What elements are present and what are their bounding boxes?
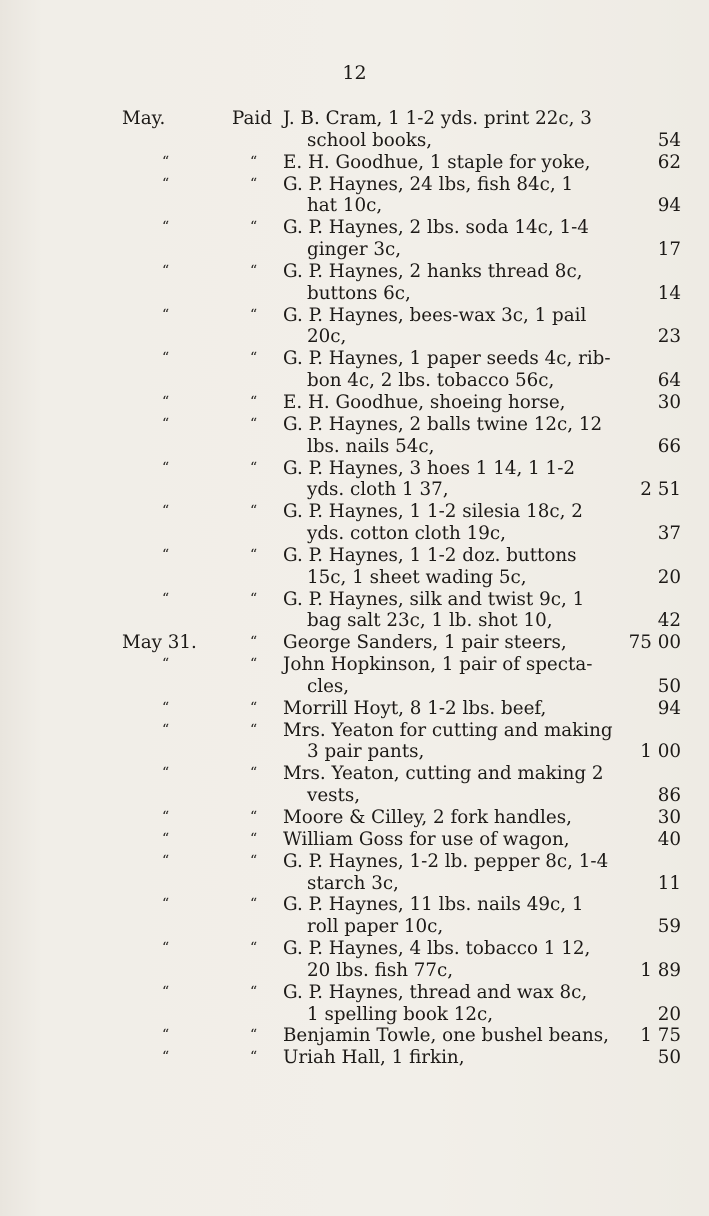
ledger-entry — [0, 174, 709, 218]
entry-line — [0, 501, 709, 523]
entry-line — [0, 239, 709, 261]
entry-amount: 86 — [657, 785, 681, 807]
entry-line — [0, 1047, 709, 1069]
entry-line — [0, 873, 709, 895]
entry-description: William Goss for use of wagon, — [283, 828, 570, 850]
entry-prefix: “ — [250, 852, 258, 869]
entry-description-continued: starch 3c, — [307, 872, 399, 894]
entry-description-continued: 20 lbs. fish 77c, — [307, 959, 454, 981]
entry-line — [0, 305, 709, 327]
entry-prefix: “ — [250, 153, 258, 170]
entry-date: “ — [162, 590, 170, 607]
entry-date: “ — [162, 459, 170, 476]
ledger-entry — [0, 894, 709, 938]
entry-line — [0, 807, 709, 829]
entry-date: “ — [162, 415, 170, 432]
entry-description: Moore & Cilley, 2 fork handles, — [283, 807, 572, 828]
entry-line — [0, 217, 709, 239]
entry-description-continued: yds. cloth 1 37, — [307, 479, 449, 501]
entry-prefix: “ — [250, 809, 258, 825]
entry-description: Mrs. Yeaton for cutting and making — [283, 719, 613, 741]
entry-amount: 59 — [657, 916, 681, 938]
entry-description-continued: bag salt 23c, 1 lb. shot 10, — [307, 610, 553, 632]
ledger-entry — [0, 632, 709, 654]
entry-description-continued: 3 pair pants, — [307, 741, 425, 763]
entry-line — [0, 698, 709, 720]
entry-line — [0, 326, 709, 348]
entry-amount: 37 — [657, 523, 681, 545]
entry-date: “ — [162, 153, 170, 170]
entry-description: Morrill Hoyt, 8 1-2 lbs. beef, — [283, 697, 547, 719]
ledger-entry — [0, 261, 709, 305]
entry-description-continued: 15c, 1 sheet wading 5c, — [307, 566, 527, 588]
entry-amount: 64 — [657, 370, 681, 392]
entry-line — [0, 720, 709, 742]
entry-description-continued: vests, — [307, 785, 361, 807]
entry-description: G. P. Haynes, silk and twist 9c, 1 — [283, 588, 585, 610]
entry-line — [0, 1025, 709, 1047]
entry-amount: 42 — [657, 610, 681, 632]
entry-line — [0, 567, 709, 589]
entry-date: “ — [162, 350, 170, 367]
entry-date: “ — [162, 983, 170, 1000]
entry-amount: 20 — [657, 566, 681, 588]
entry-amount: 23 — [657, 326, 681, 348]
entry-amount: 94 — [657, 697, 681, 719]
entry-date: “ — [162, 175, 170, 192]
ledger-entry — [0, 348, 709, 392]
entry-date: “ — [162, 699, 170, 716]
entry-description: G. P. Haynes, 1 1-2 silesia 18c, 2 — [283, 501, 583, 523]
entry-line — [0, 261, 709, 283]
entry-amount: 50 — [657, 1047, 681, 1069]
entry-description-continued: hat 10c, — [307, 195, 383, 217]
entry-prefix: “ — [250, 699, 258, 716]
entry-line — [0, 938, 709, 960]
entry-date: “ — [162, 262, 170, 279]
entry-line — [0, 741, 709, 763]
entry-description: G. P. Haynes, 4 lbs. tobacco 1 12, — [283, 938, 591, 960]
entry-amount: 66 — [657, 435, 681, 457]
entry-description: G. P. Haynes, 1-2 lb. pepper 8c, 1-4 — [283, 850, 609, 872]
entry-description: Mrs. Yeaton, cutting and making 2 — [283, 763, 604, 785]
entry-line — [0, 610, 709, 632]
entry-line — [0, 195, 709, 217]
entry-description: G. P. Haynes, 24 lbs, fish 84c, 1 — [283, 173, 574, 195]
page-number: 12 — [342, 62, 367, 84]
entry-line — [0, 458, 709, 480]
entry-description-continued: roll paper 10c, — [307, 916, 444, 938]
entry-amount: 54 — [657, 129, 681, 151]
entry-line — [0, 676, 709, 698]
entry-line — [0, 894, 709, 916]
entry-date: “ — [162, 809, 170, 825]
entry-prefix: “ — [250, 896, 258, 913]
entry-description: E. H. Goodhue, shoeing horse, — [283, 391, 566, 413]
entry-amount: 50 — [657, 675, 681, 697]
entry-amount: 2 51 — [640, 479, 681, 501]
entry-date: May. — [122, 108, 166, 129]
entry-amount: 30 — [657, 807, 681, 828]
entry-date: “ — [162, 830, 170, 847]
entry-prefix: “ — [250, 175, 258, 192]
ledger-entry — [0, 654, 709, 698]
entry-prefix: “ — [250, 634, 258, 651]
entry-amount: 17 — [657, 239, 681, 261]
entry-prefix: “ — [250, 1049, 258, 1066]
entry-date: May 31. — [122, 632, 197, 654]
entry-amount: 1 75 — [640, 1025, 681, 1047]
ledger-entries — [0, 108, 709, 1069]
entry-prefix: “ — [250, 590, 258, 607]
entry-line — [0, 785, 709, 807]
entry-prefix: “ — [250, 393, 258, 410]
entry-prefix: “ — [250, 219, 258, 236]
entry-line — [0, 960, 709, 982]
entry-date: “ — [162, 1049, 170, 1066]
entry-prefix: “ — [250, 459, 258, 476]
entry-prefix: “ — [250, 415, 258, 432]
ledger-entry — [0, 414, 709, 458]
entry-line — [0, 414, 709, 436]
ledger-entry — [0, 807, 709, 829]
entry-prefix: “ — [250, 830, 258, 847]
entry-prefix: “ — [250, 656, 258, 673]
entry-line — [0, 283, 709, 305]
entry-prefix: “ — [250, 262, 258, 279]
entry-description-continued: lbs. nails 54c, — [307, 435, 435, 457]
entry-amount: 40 — [657, 828, 681, 850]
entry-date: “ — [162, 721, 170, 738]
entry-description: Benjamin Towle, one bushel beans, — [283, 1025, 609, 1047]
entry-line — [0, 174, 709, 196]
entry-description-continued: cles, — [307, 675, 350, 697]
entry-line — [0, 392, 709, 414]
entry-date: “ — [162, 656, 170, 673]
entry-date: “ — [162, 765, 170, 782]
entry-line — [0, 130, 709, 152]
ledger-entry — [0, 698, 709, 720]
entry-prefix: “ — [250, 1027, 258, 1044]
entry-description: G. P. Haynes, 2 hanks thread 8c, — [283, 260, 583, 282]
entry-prefix: Paid — [232, 108, 272, 129]
entry-description-continued: buttons 6c, — [307, 282, 411, 304]
entry-prefix: “ — [250, 983, 258, 1000]
entry-line — [0, 851, 709, 873]
entry-description: John Hopkinson, 1 pair of specta- — [283, 654, 593, 676]
entry-amount: 62 — [657, 151, 681, 173]
ledger-entry — [0, 1047, 709, 1069]
entry-line — [0, 348, 709, 370]
entry-line — [0, 589, 709, 611]
ledger-entry — [0, 1025, 709, 1047]
entry-date: “ — [162, 393, 170, 410]
entry-line — [0, 1004, 709, 1026]
entry-prefix: “ — [250, 721, 258, 738]
ledger-entry — [0, 763, 709, 807]
entry-prefix: “ — [250, 765, 258, 782]
entry-line — [0, 523, 709, 545]
entry-line — [0, 436, 709, 458]
entry-date: “ — [162, 852, 170, 869]
ledger-entry — [0, 938, 709, 982]
ledger-entry — [0, 152, 709, 174]
entry-description: G. P. Haynes, 2 balls twine 12c, 12 — [283, 413, 603, 435]
entry-description: G. P. Haynes, thread and wax 8c, — [283, 981, 588, 1003]
entry-line — [0, 108, 709, 130]
entry-amount: 30 — [657, 391, 681, 413]
entry-date: “ — [162, 940, 170, 957]
entry-description-continued: ginger 3c, — [307, 239, 402, 261]
ledger-entry — [0, 589, 709, 633]
entry-amount: 1 00 — [640, 741, 681, 763]
entry-description: Uriah Hall, 1 firkin, — [283, 1047, 465, 1069]
entry-date: “ — [162, 546, 170, 563]
entry-description: George Sanders, 1 pair steers, — [283, 632, 567, 654]
ledger-entry — [0, 108, 709, 152]
ledger-entry — [0, 458, 709, 502]
entry-description-continued: 20c, — [307, 326, 347, 348]
ledger-entry — [0, 829, 709, 851]
entry-description: G. P. Haynes, bees-wax 3c, 1 pail — [283, 304, 587, 326]
entry-prefix: “ — [250, 546, 258, 563]
entry-line — [0, 654, 709, 676]
entry-line — [0, 632, 709, 654]
entry-description-continued: 1 spelling book 12c, — [307, 1003, 494, 1025]
ledger-entry — [0, 392, 709, 414]
ledger-entry — [0, 545, 709, 589]
entry-description-continued: yds. cotton cloth 19c, — [307, 523, 506, 545]
ledger-entry — [0, 982, 709, 1026]
entry-description-continued: bon 4c, 2 lbs. tobacco 56c, — [307, 370, 555, 392]
entry-line — [0, 763, 709, 785]
entry-description: G. P. Haynes, 11 lbs. nails 49c, 1 — [283, 894, 584, 916]
entry-prefix: “ — [250, 940, 258, 957]
entry-line — [0, 479, 709, 501]
ledger-entry — [0, 217, 709, 261]
entry-description: G. P. Haynes, 1 1-2 doz. buttons — [283, 544, 577, 566]
entry-date: “ — [162, 896, 170, 913]
entry-description: G. P. Haynes, 1 paper seeds 4c, rib- — [283, 348, 611, 370]
entry-description: G. P. Haynes, 2 lbs. soda 14c, 1-4 — [283, 217, 589, 239]
entry-description-continued: school books, — [307, 129, 433, 151]
entry-amount: 14 — [657, 282, 681, 304]
entry-date: “ — [162, 219, 170, 236]
ledger-entry — [0, 851, 709, 895]
entry-date: “ — [162, 306, 170, 323]
entry-line — [0, 916, 709, 938]
entry-prefix: “ — [250, 350, 258, 367]
entry-amount: 1 89 — [640, 959, 681, 981]
entry-prefix: “ — [250, 306, 258, 323]
entry-amount: 75 00 — [628, 632, 681, 654]
ledger-entry — [0, 305, 709, 349]
entry-line — [0, 545, 709, 567]
entry-date: “ — [162, 1027, 170, 1044]
entry-line — [0, 982, 709, 1004]
entry-amount: 94 — [657, 195, 681, 217]
entry-line — [0, 370, 709, 392]
entry-line — [0, 152, 709, 174]
entry-amount: 11 — [657, 872, 681, 894]
ledger-entry — [0, 501, 709, 545]
entry-description: G. P. Haynes, 3 hoes 1 14, 1 1-2 — [283, 457, 575, 479]
entry-prefix: “ — [250, 503, 258, 520]
ledger-entry — [0, 720, 709, 764]
entry-line — [0, 829, 709, 851]
entry-date: “ — [162, 503, 170, 520]
entry-description: E. H. Goodhue, 1 staple for yoke, — [283, 151, 591, 173]
entry-description: J. B. Cram, 1 1-2 yds. print 22c, 3 — [283, 108, 592, 129]
entry-amount: 20 — [657, 1003, 681, 1025]
